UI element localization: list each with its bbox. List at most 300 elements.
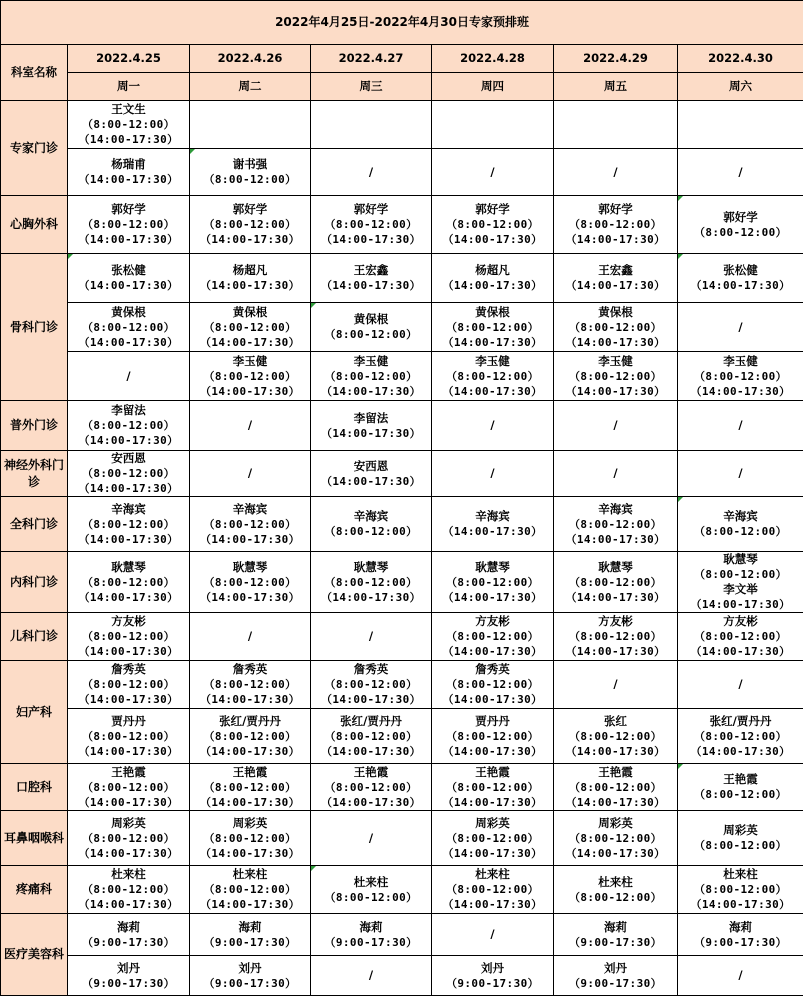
shift-time: （14:00-17:30） — [311, 744, 431, 759]
schedule-cell — [311, 254, 432, 303]
no-clinic-mark: / — [432, 165, 553, 180]
shift-time: （8:00-12:00） — [190, 320, 310, 335]
schedule-cell — [432, 352, 554, 401]
comment-flag-icon — [678, 497, 683, 502]
date-header: 2022.4.27 — [311, 45, 432, 73]
comment-flag-icon — [678, 764, 683, 769]
schedule-cell — [554, 451, 678, 497]
doctor-name: 辛海宾 — [190, 502, 310, 517]
schedule-row — [1, 401, 803, 451]
shift-time: （8:00-12:00） — [311, 217, 431, 232]
department-name: 骨科门诊 — [1, 254, 68, 401]
shift-time: （14:00-17:30） — [190, 532, 310, 547]
schedule-cell — [311, 497, 432, 552]
shift-time: （14:00-17:30） — [554, 278, 677, 293]
shift-time: （14:00-17:30） — [432, 897, 553, 912]
schedule-cell — [311, 661, 432, 709]
shift-time: （14:00-17:30） — [68, 278, 189, 293]
doctor-name: 黄保根 — [311, 312, 431, 327]
shift-time: （8:00-12:00） — [190, 217, 310, 232]
shift-time: （14:00-17:30） — [190, 692, 310, 707]
shift-time: （8:00-12:00） — [554, 575, 677, 590]
shift-time: （14:00-17:30） — [554, 532, 677, 547]
schedule-cell — [432, 401, 554, 451]
doctor-name: 张红 — [554, 714, 677, 729]
schedule-cell — [68, 552, 190, 613]
doctor-name: 郭好学 — [190, 202, 310, 217]
shift-time: （14:00-17:30） — [190, 795, 310, 810]
schedule-cell — [311, 552, 432, 613]
schedule-cell — [311, 451, 432, 497]
schedule-row — [1, 956, 803, 996]
weekday-header: 周二 — [190, 73, 311, 101]
schedule-cell — [554, 709, 678, 764]
no-clinic-mark: / — [678, 320, 803, 335]
schedule-cell — [432, 811, 554, 866]
shift-time: （14:00-17:30） — [68, 644, 189, 659]
doctor-name: 詹秀英 — [190, 662, 310, 677]
doctor-name: 周彩英 — [678, 823, 803, 838]
no-clinic-mark: / — [678, 466, 803, 481]
shift-time: （14:00-17:30） — [68, 433, 189, 448]
doctor-name: 辛海宾 — [432, 509, 553, 524]
shift-time: （14:00-17:30） — [68, 532, 189, 547]
shift-time: （9:00-17:30） — [678, 935, 803, 950]
shift-time: （8:00-12:00） — [678, 629, 803, 644]
shift-time: （8:00-12:00） — [432, 831, 553, 846]
doctor-name: 李玉健 — [190, 354, 310, 369]
department-name: 普外门诊 — [1, 401, 68, 451]
shift-time: （8:00-12:00） — [678, 729, 803, 744]
schedule-cell — [554, 149, 678, 196]
schedule-cell — [311, 914, 432, 956]
schedule-cell — [678, 352, 803, 401]
shift-time: （8:00-12:00） — [311, 575, 431, 590]
shift-time: （8:00-12:00） — [190, 172, 310, 187]
schedule-cell — [554, 866, 678, 914]
schedule-row — [1, 709, 803, 764]
schedule-cell — [432, 552, 554, 613]
shift-time: （14:00-17:30） — [678, 597, 803, 612]
shift-time: （8:00-12:00） — [554, 890, 677, 905]
schedule-row — [1, 552, 803, 613]
schedule-cell — [311, 866, 432, 914]
shift-time: （14:00-17:30） — [432, 232, 553, 247]
shift-time: （9:00-17:30） — [311, 935, 431, 950]
shift-time: （8:00-12:00） — [678, 838, 803, 853]
schedule-cell — [678, 661, 803, 709]
doctor-name: 张红/贾丹丹 — [678, 714, 803, 729]
department-name: 全科门诊 — [1, 497, 68, 552]
doctor-name: 方友彬 — [554, 614, 677, 629]
schedule-cell — [311, 352, 432, 401]
doctor-name: 方友彬 — [432, 614, 553, 629]
doctor-name: 黄保根 — [68, 305, 189, 320]
no-clinic-mark: / — [554, 165, 677, 180]
shift-time: （14:00-17:30） — [554, 232, 677, 247]
doctor-name: 李玉健 — [432, 354, 553, 369]
schedule-row — [1, 352, 803, 401]
doctor-name: 张松健 — [68, 263, 189, 278]
shift-time: （14:00-17:30） — [190, 335, 310, 350]
shift-time: （8:00-12:00） — [432, 882, 553, 897]
doctor-name: 黄保根 — [554, 305, 677, 320]
schedule-cell — [190, 811, 311, 866]
schedule-cell — [678, 196, 803, 254]
shift-time: （8:00-12:00） — [678, 882, 803, 897]
schedule-cell — [678, 811, 803, 866]
schedule-cell — [68, 254, 190, 303]
weekday-header-row — [1, 73, 803, 101]
schedule-cell — [678, 497, 803, 552]
shift-time: （8:00-12:00） — [678, 787, 803, 802]
doctor-name: 王文生 — [68, 102, 189, 117]
shift-time: （8:00-12:00） — [311, 327, 431, 342]
comment-flag-icon — [190, 149, 195, 154]
no-clinic-mark: / — [554, 677, 677, 692]
schedule-cell — [554, 764, 678, 811]
shift-time: （8:00-12:00） — [432, 629, 553, 644]
doctor-name: 刘丹 — [432, 961, 553, 976]
doctor-name: 郭好学 — [311, 202, 431, 217]
no-clinic-mark: / — [678, 418, 803, 433]
schedule-cell — [554, 661, 678, 709]
schedule-cell — [311, 303, 432, 352]
schedule-cell — [190, 196, 311, 254]
shift-time: （8:00-12:00） — [554, 369, 677, 384]
doctor-name: 王艳霞 — [554, 765, 677, 780]
shift-time: （8:00-12:00） — [190, 575, 310, 590]
schedule-row — [1, 303, 803, 352]
schedule-row — [1, 101, 803, 149]
shift-time: （9:00-17:30） — [432, 976, 553, 991]
schedule-cell — [311, 956, 432, 996]
schedule-row — [1, 613, 803, 661]
schedule-row — [1, 254, 803, 303]
schedule-row — [1, 764, 803, 811]
shift-time: （14:00-17:30） — [554, 795, 677, 810]
shift-time: （14:00-17:30） — [68, 692, 189, 707]
shift-time: （14:00-17:30） — [554, 846, 677, 861]
schedule-row — [1, 811, 803, 866]
shift-time: （8:00-12:00） — [311, 729, 431, 744]
doctor-name: 李玉健 — [554, 354, 677, 369]
shift-time: （14:00-17:30） — [190, 897, 310, 912]
department-name: 儿科门诊 — [1, 613, 68, 661]
doctor-name: 詹秀英 — [432, 662, 553, 677]
shift-time: （14:00-17:30） — [311, 692, 431, 707]
date-header: 2022.4.30 — [678, 45, 803, 73]
schedule-cell — [554, 811, 678, 866]
no-clinic-mark: / — [311, 831, 431, 846]
schedule-cell — [554, 914, 678, 956]
doctor-name: 耿慧琴 — [68, 560, 189, 575]
schedule-cell — [311, 811, 432, 866]
shift-time: （8:00-12:00） — [311, 677, 431, 692]
shift-time: （8:00-12:00） — [68, 575, 189, 590]
shift-time: （8:00-12:00） — [554, 629, 677, 644]
doctor-name: 方友彬 — [678, 614, 803, 629]
doctor-name: 郭好学 — [68, 202, 189, 217]
page-title: 2022年4月25日-2022年4月30日专家预排班 — [1, 1, 803, 45]
schedule-cell — [432, 661, 554, 709]
doctor-name: 詹秀英 — [68, 662, 189, 677]
shift-time: （14:00-17:30） — [554, 644, 677, 659]
shift-time: （14:00-17:30） — [432, 846, 553, 861]
schedule-cell — [432, 914, 554, 956]
schedule-cell — [432, 709, 554, 764]
shift-time: （8:00-12:00） — [432, 320, 553, 335]
shift-time: （8:00-12:00） — [678, 567, 803, 582]
shift-time: （14:00-17:30） — [68, 846, 189, 861]
shift-time: （8:00-12:00） — [432, 729, 553, 744]
shift-time: （14:00-17:30） — [311, 590, 431, 605]
shift-time: （14:00-17:30） — [432, 335, 553, 350]
doctor-name: 王宏鑫 — [311, 263, 431, 278]
doctor-name: 郭好学 — [678, 210, 803, 225]
shift-time: （14:00-17:30） — [311, 795, 431, 810]
schedule-cell — [554, 101, 678, 149]
schedule-cell — [190, 254, 311, 303]
department-name: 口腔科 — [1, 764, 68, 811]
doctor-name: 郭好学 — [554, 202, 677, 217]
comment-flag-icon — [311, 303, 316, 308]
schedule-cell — [311, 709, 432, 764]
no-clinic-mark: / — [432, 927, 553, 942]
shift-time: （14:00-17:30） — [432, 384, 553, 399]
shift-time: （14:00-17:30） — [554, 384, 677, 399]
schedule-cell — [678, 866, 803, 914]
doctor-name: 杜来柱 — [68, 867, 189, 882]
doctor-name: 李文举 — [678, 582, 803, 597]
shift-time: （14:00-17:30） — [190, 744, 310, 759]
schedule-cell — [68, 303, 190, 352]
schedule-cell — [432, 451, 554, 497]
department-name: 疼痛科 — [1, 866, 68, 914]
schedule-cell — [554, 497, 678, 552]
schedule-cell — [68, 661, 190, 709]
shift-time: （9:00-17:30） — [554, 935, 677, 950]
doctor-name: 张红/贾丹丹 — [311, 714, 431, 729]
shift-time: （8:00-12:00） — [554, 517, 677, 532]
doctor-name: 李玉健 — [678, 354, 803, 369]
schedule-cell — [190, 497, 311, 552]
shift-time: （8:00-12:00） — [678, 369, 803, 384]
schedule-cell — [554, 613, 678, 661]
doctor-name: 李留法 — [68, 403, 189, 418]
no-clinic-mark: / — [554, 466, 677, 481]
shift-time: （8:00-12:00） — [68, 831, 189, 846]
doctor-name: 王艳霞 — [68, 765, 189, 780]
weekday-header: 周六 — [678, 73, 803, 101]
shift-time: （8:00-12:00） — [311, 890, 431, 905]
doctor-name: 海莉 — [678, 920, 803, 935]
doctor-name: 李留法 — [311, 411, 431, 426]
doctor-name: 杨超凡 — [432, 263, 553, 278]
shift-time: （14:00-17:30） — [311, 474, 431, 489]
shift-time: （8:00-12:00） — [311, 524, 431, 539]
schedule-row — [1, 866, 803, 914]
doctor-name: 王艳霞 — [678, 772, 803, 787]
no-clinic-mark: / — [554, 418, 677, 433]
doctor-name: 王宏鑫 — [554, 263, 677, 278]
shift-time: （8:00-12:00） — [190, 517, 310, 532]
shift-time: （14:00-17:30） — [68, 481, 189, 496]
department-name: 内科门诊 — [1, 552, 68, 613]
no-clinic-mark: / — [311, 165, 431, 180]
shift-time: （14:00-17:30） — [432, 278, 553, 293]
doctor-name: 刘丹 — [68, 961, 189, 976]
shift-time: （14:00-17:30） — [190, 846, 310, 861]
doctor-name: 张红/贾丹丹 — [190, 714, 310, 729]
shift-time: （8:00-12:00） — [311, 780, 431, 795]
shift-time: （14:00-17:30） — [190, 278, 310, 293]
shift-time: （8:00-12:00） — [190, 729, 310, 744]
schedule-cell — [432, 196, 554, 254]
weekday-header: 周三 — [311, 73, 432, 101]
shift-time: （14:00-17:30） — [190, 384, 310, 399]
shift-time: （8:00-12:00） — [68, 677, 189, 692]
schedule-cell — [68, 196, 190, 254]
schedule-cell — [190, 451, 311, 497]
schedule-cell — [68, 811, 190, 866]
no-clinic-mark: / — [68, 369, 189, 384]
schedule-row — [1, 914, 803, 956]
doctor-name: 杜来柱 — [678, 867, 803, 882]
department-name: 神经外科门诊 — [1, 451, 68, 497]
shift-time: （8:00-12:00） — [68, 320, 189, 335]
shift-time: （9:00-17:30） — [190, 976, 310, 991]
schedule-cell — [554, 352, 678, 401]
shift-time: （8:00-12:00） — [432, 780, 553, 795]
shift-time: （8:00-12:00） — [432, 369, 553, 384]
schedule-cell — [190, 613, 311, 661]
doctor-name: 周彩英 — [432, 816, 553, 831]
schedule-cell — [678, 149, 803, 196]
schedule-cell — [68, 613, 190, 661]
shift-time: （8:00-12:00） — [68, 117, 189, 132]
schedule-cell — [311, 764, 432, 811]
schedule-cell — [68, 866, 190, 914]
no-clinic-mark: / — [678, 677, 803, 692]
schedule-cell — [190, 661, 311, 709]
no-clinic-mark: / — [311, 629, 431, 644]
schedule-cell — [678, 401, 803, 451]
weekday-header: 周一 — [68, 73, 190, 101]
schedule-cell — [678, 254, 803, 303]
doctor-name: 郭好学 — [432, 202, 553, 217]
schedule-cell — [311, 613, 432, 661]
doctor-name: 刘丹 — [190, 961, 310, 976]
shift-time: （8:00-12:00） — [190, 677, 310, 692]
schedule-cell — [68, 709, 190, 764]
schedule-cell — [68, 352, 190, 401]
schedule-cell — [432, 303, 554, 352]
doctor-name: 方友彬 — [68, 614, 189, 629]
doctor-name: 王艳霞 — [432, 765, 553, 780]
shift-time: （8:00-12:00） — [190, 882, 310, 897]
schedule-cell — [68, 451, 190, 497]
doctor-name: 杜来柱 — [311, 875, 431, 890]
title-row — [1, 1, 803, 45]
schedule-cell — [311, 401, 432, 451]
schedule-cell — [432, 149, 554, 196]
shift-time: （14:00-17:30） — [432, 644, 553, 659]
doctor-name: 海莉 — [68, 920, 189, 935]
shift-time: （14:00-17:30） — [678, 744, 803, 759]
doctor-name: 耿慧琴 — [190, 560, 310, 575]
shift-time: （14:00-17:30） — [190, 590, 310, 605]
schedule-cell — [68, 101, 190, 149]
schedule-cell — [190, 352, 311, 401]
date-header: 2022.4.29 — [554, 45, 678, 73]
doctor-name: 杜来柱 — [554, 875, 677, 890]
shift-time: （8:00-12:00） — [554, 217, 677, 232]
shift-time: （8:00-12:00） — [311, 369, 431, 384]
shift-time: （14:00-17:30） — [678, 644, 803, 659]
doctor-name: 海莉 — [554, 920, 677, 935]
no-clinic-mark: / — [678, 968, 803, 983]
schedule-cell — [678, 451, 803, 497]
schedule-cell — [554, 254, 678, 303]
schedule-cell — [190, 552, 311, 613]
date-header: 2022.4.28 — [432, 45, 554, 73]
schedule-cell — [432, 254, 554, 303]
schedule-row — [1, 196, 803, 254]
shift-time: （14:00-17:30） — [554, 744, 677, 759]
shift-time: （14:00-17:30） — [68, 897, 189, 912]
doctor-name: 黄保根 — [432, 305, 553, 320]
schedule-cell — [68, 764, 190, 811]
no-clinic-mark: / — [311, 968, 431, 983]
shift-time: （8:00-12:00） — [190, 831, 310, 846]
shift-time: （8:00-12:00） — [68, 466, 189, 481]
schedule-cell — [432, 956, 554, 996]
schedule-cell — [190, 709, 311, 764]
schedule-cell — [554, 552, 678, 613]
date-header-row — [1, 45, 803, 73]
schedule-cell — [190, 303, 311, 352]
doctor-name: 耿慧琴 — [554, 560, 677, 575]
schedule-row — [1, 497, 803, 552]
shift-time: （8:00-12:00） — [554, 320, 677, 335]
comment-flag-icon — [678, 196, 683, 201]
doctor-name: 辛海宾 — [311, 509, 431, 524]
shift-time: （8:00-12:00） — [68, 517, 189, 532]
doctor-name: 刘丹 — [554, 961, 677, 976]
doctor-name: 辛海宾 — [678, 509, 803, 524]
schedule-cell — [554, 303, 678, 352]
shift-time: （8:00-12:00） — [432, 575, 553, 590]
doctor-name: 辛海宾 — [68, 502, 189, 517]
shift-time: （9:00-17:30） — [68, 935, 189, 950]
schedule-cell — [678, 101, 803, 149]
schedule-cell — [311, 196, 432, 254]
shift-time: （8:00-12:00） — [678, 524, 803, 539]
date-header: 2022.4.26 — [190, 45, 311, 73]
shift-time: （8:00-12:00） — [68, 729, 189, 744]
schedule-cell — [68, 956, 190, 996]
schedule-cell — [190, 101, 311, 149]
schedule-cell — [678, 709, 803, 764]
shift-time: （14:00-17:30） — [68, 795, 189, 810]
shift-time: （14:00-17:30） — [432, 524, 553, 539]
shift-time: （9:00-17:30） — [68, 976, 189, 991]
schedule-cell — [432, 101, 554, 149]
shift-time: （14:00-17:30） — [554, 590, 677, 605]
schedule-cell — [432, 764, 554, 811]
shift-time: （14:00-17:30） — [678, 384, 803, 399]
